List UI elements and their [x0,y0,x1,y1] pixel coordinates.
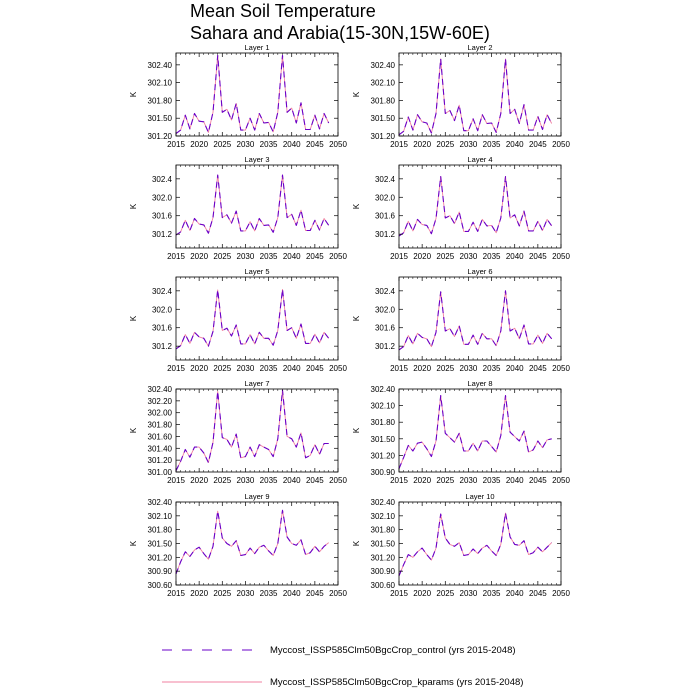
x-tick-label-layer-5: 2050 [329,364,347,373]
y-axis-label-layer-5: K [129,315,138,322]
x-tick-label-layer-3: 2040 [282,252,301,261]
panel-title-layer-3: Layer 3 [244,155,270,164]
series-line-control-layer-8 [399,396,552,469]
series-line-control-layer-3 [176,175,329,235]
series-line-kparams-layer-9 [176,510,329,574]
x-tick-label-layer-2: 2025 [436,140,455,149]
y-tick-label-layer-4: 301.2 [374,230,395,240]
y-tick-label-layer-7: 302.40 [147,385,172,394]
x-tick-label-layer-6: 2035 [482,364,501,373]
y-tick-label-layer-9: 302.40 [147,498,172,507]
x-tick-label-layer-4: 2020 [413,252,432,261]
panel-layer-10 [352,492,570,598]
x-tick-label-layer-9: 2025 [213,589,232,598]
y-axis-label-layer-6: K [352,315,361,322]
y-axis-label-layer-2: K [352,91,361,98]
panel-title-layer-10: Layer 10 [465,492,495,501]
figure-title-line-1: Mean Soil Temperature [190,1,376,21]
series-line-control-layer-9 [176,510,329,574]
x-tick-label-layer-10: 2035 [482,589,501,598]
x-tick-label-layer-3: 2020 [190,252,209,261]
x-tick-label-layer-8: 2035 [482,476,501,485]
x-tick-label-layer-7: 2035 [259,476,278,485]
panel-layer-9 [129,492,347,598]
x-tick-label-layer-7: 2020 [190,476,209,485]
x-tick-label-layer-4: 2040 [505,252,524,261]
x-tick-label-layer-3: 2015 [167,252,185,261]
plot-frame-layer-6 [399,277,561,360]
x-tick-label-layer-3: 2025 [213,252,232,261]
plot-frame-layer-3 [176,165,338,248]
y-tick-label-layer-2: 301.80 [370,96,395,106]
x-tick-label-layer-5: 2035 [259,364,278,373]
series-line-control-layer-1 [176,55,329,133]
x-tick-label-layer-8: 2040 [505,476,524,485]
series-line-kparams-layer-4 [399,177,552,237]
series-line-control-layer-10 [399,513,552,576]
legend-label-control: Myccost_ISSP585Clm50BgcCrop_control (yrs 2015-2048) [270,645,516,656]
series-line-kparams-layer-6 [399,291,552,350]
x-tick-label-layer-4: 2050 [552,252,570,261]
x-tick-label-layer-8: 2030 [459,476,478,485]
x-tick-label-layer-2: 2035 [482,140,501,149]
y-tick-label-layer-9: 302.10 [147,511,172,521]
x-tick-label-layer-6: 2015 [390,364,408,373]
y-axis-label-layer-4: K [352,203,361,210]
panel-layer-4 [352,155,570,261]
y-tick-label-layer-6: 302.0 [374,305,395,315]
x-tick-label-layer-6: 2050 [552,364,570,373]
x-tick-label-layer-5: 2020 [190,364,209,373]
y-tick-label-layer-10: 302.40 [370,498,395,507]
x-tick-label-layer-5: 2045 [305,364,324,373]
x-tick-label-layer-3: 2035 [259,252,278,261]
x-tick-label-layer-3: 2030 [236,252,255,261]
figure-title-line-2: Sahara and Arabia(15-30N,15W-60E) [190,23,490,43]
x-tick-label-layer-1: 2030 [236,140,255,149]
x-tick-label-layer-7: 2040 [282,476,301,485]
panel-layer-7 [129,379,347,485]
x-tick-label-layer-8: 2025 [436,476,455,485]
panel-title-layer-1: Layer 1 [244,43,270,52]
panel-layer-2 [352,43,570,149]
x-tick-label-layer-4: 2035 [482,252,501,261]
y-tick-label-layer-10: 301.50 [370,539,395,549]
x-tick-label-layer-1: 2045 [305,140,324,149]
y-tick-label-layer-9: 300.60 [147,581,172,590]
plot-frame-layer-8 [399,389,561,472]
x-tick-label-layer-8: 2020 [413,476,432,485]
y-axis-label-layer-9: K [129,540,138,547]
y-tick-label-layer-5: 301.2 [151,342,172,352]
y-axis-label-layer-10: K [352,540,361,547]
x-tick-label-layer-6: 2030 [459,364,478,373]
y-tick-label-layer-2: 301.50 [370,114,395,124]
panel-title-layer-9: Layer 9 [244,492,270,501]
x-tick-label-layer-10: 2025 [436,589,455,598]
x-tick-label-layer-7: 2030 [236,476,255,485]
series-line-kparams-layer-1 [176,55,329,133]
panel-layer-3 [129,155,347,261]
x-tick-label-layer-7: 2045 [305,476,324,485]
x-tick-label-layer-6: 2025 [436,364,455,373]
x-tick-label-layer-4: 2015 [390,252,408,261]
y-tick-label-layer-1: 301.50 [147,114,172,124]
x-tick-label-layer-3: 2050 [329,252,347,261]
y-tick-label-layer-8: 301.50 [370,434,395,444]
x-tick-label-layer-2: 2015 [390,140,408,149]
x-tick-label-layer-6: 2045 [528,364,547,373]
x-tick-label-layer-4: 2030 [459,252,478,261]
y-tick-label-layer-10: 301.20 [370,553,395,563]
series-line-control-layer-7 [176,390,329,471]
legend-label-kparams: Myccost_ISSP585Clm50BgcCrop_kparams (yrs 2015-2048) [270,677,524,688]
x-tick-label-layer-9: 2020 [190,589,209,598]
x-tick-label-layer-6: 2040 [505,364,524,373]
x-tick-label-layer-10: 2040 [505,589,524,598]
y-tick-label-layer-10: 302.10 [370,511,395,521]
y-tick-label-layer-8: 302.40 [370,385,395,394]
y-tick-label-layer-10: 300.60 [370,581,395,590]
x-tick-label-layer-5: 2030 [236,364,255,373]
y-tick-label-layer-4: 301.6 [374,211,395,221]
x-tick-label-layer-10: 2020 [413,589,432,598]
y-axis-label-layer-8: K [352,427,361,434]
x-tick-label-layer-1: 2050 [329,140,347,149]
series-line-kparams-layer-7 [176,390,329,471]
y-tick-label-layer-9: 300.90 [147,567,172,577]
y-tick-label-layer-8: 300.90 [370,468,395,477]
x-tick-label-layer-10: 2045 [528,589,547,598]
series-line-control-layer-6 [399,291,552,350]
y-tick-label-layer-9: 301.20 [147,553,172,563]
x-tick-label-layer-8: 2045 [528,476,547,485]
y-tick-label-layer-3: 301.2 [151,230,172,240]
y-tick-label-layer-2: 302.10 [370,78,395,88]
x-tick-label-layer-9: 2040 [282,589,301,598]
x-tick-label-layer-9: 2035 [259,589,278,598]
y-tick-label-layer-7: 301.00 [147,468,172,477]
x-tick-label-layer-2: 2030 [459,140,478,149]
x-tick-label-layer-9: 2050 [329,589,347,598]
y-tick-label-layer-10: 300.90 [370,567,395,577]
x-tick-label-layer-1: 2020 [190,140,209,149]
x-tick-label-layer-5: 2025 [213,364,232,373]
plot-frame-layer-9 [176,502,338,585]
y-axis-label-layer-1: K [129,91,138,98]
x-tick-label-layer-2: 2040 [505,140,524,149]
y-tick-label-layer-2: 301.20 [370,132,395,141]
y-tick-label-layer-8: 302.10 [370,401,395,411]
panel-layer-8 [352,379,570,485]
panel-layer-6 [352,267,570,373]
x-tick-label-layer-1: 2015 [167,140,185,149]
y-tick-label-layer-3: 302.0 [151,193,172,203]
y-tick-label-layer-8: 301.20 [370,451,395,461]
chart-legend [0,630,700,700]
series-line-kparams-layer-8 [399,396,552,469]
y-tick-label-layer-7: 301.40 [147,444,172,454]
series-line-control-layer-2 [399,59,552,135]
y-tick-label-layer-7: 302.20 [147,396,172,406]
panel-layer-5 [129,267,347,373]
y-tick-label-layer-4: 302.4 [374,174,395,184]
y-axis-label-layer-3: K [129,203,138,210]
x-tick-label-layer-10: 2030 [459,589,478,598]
x-tick-label-layer-8: 2050 [552,476,570,485]
x-tick-label-layer-10: 2015 [390,589,408,598]
x-tick-label-layer-6: 2020 [413,364,432,373]
y-tick-label-layer-6: 302.4 [374,286,395,296]
x-tick-label-layer-10: 2050 [552,589,570,598]
y-tick-label-layer-7: 302.00 [147,408,172,418]
panel-title-layer-7: Layer 7 [244,379,270,388]
x-tick-label-layer-7: 2015 [167,476,185,485]
x-tick-label-layer-9: 2015 [167,589,185,598]
y-tick-label-layer-6: 301.2 [374,342,395,352]
y-tick-label-layer-10: 301.80 [370,525,395,535]
panel-title-layer-6: Layer 6 [467,267,493,276]
series-line-control-layer-5 [176,289,329,349]
y-tick-label-layer-8: 301.80 [370,418,395,428]
panel-title-layer-5: Layer 5 [244,267,270,276]
y-tick-label-layer-9: 301.80 [147,525,172,535]
series-line-kparams-layer-10 [399,513,552,576]
y-axis-label-layer-7: K [129,427,138,434]
x-tick-label-layer-7: 2050 [329,476,347,485]
y-tick-label-layer-1: 302.10 [147,78,172,88]
y-tick-label-layer-1: 302.40 [147,60,172,70]
x-tick-label-layer-9: 2045 [305,589,324,598]
x-tick-label-layer-2: 2045 [528,140,547,149]
x-tick-label-layer-4: 2025 [436,252,455,261]
x-tick-label-layer-2: 2020 [413,140,432,149]
y-tick-label-layer-4: 302.0 [374,193,395,203]
panel-title-layer-8: Layer 8 [467,379,493,388]
y-tick-label-layer-2: 302.40 [370,60,395,70]
panel-title-layer-2: Layer 2 [467,43,493,52]
x-tick-label-layer-4: 2045 [528,252,547,261]
y-tick-label-layer-1: 301.20 [147,132,172,141]
x-tick-label-layer-5: 2040 [282,364,301,373]
y-tick-label-layer-3: 302.4 [151,174,172,184]
y-tick-label-layer-5: 301.6 [151,323,172,333]
y-tick-label-layer-7: 301.60 [147,432,172,442]
x-tick-label-layer-7: 2025 [213,476,232,485]
y-tick-label-layer-3: 301.6 [151,211,172,221]
y-tick-label-layer-5: 302.4 [151,286,172,296]
plot-frame-layer-10 [399,502,561,585]
x-tick-label-layer-2: 2050 [552,140,570,149]
y-tick-label-layer-1: 301.80 [147,96,172,106]
x-tick-label-layer-5: 2015 [167,364,185,373]
x-tick-label-layer-1: 2025 [213,140,232,149]
x-tick-label-layer-1: 2040 [282,140,301,149]
y-tick-label-layer-7: 301.20 [147,456,172,466]
x-tick-label-layer-3: 2045 [305,252,324,261]
plot-frame-layer-7 [176,389,338,472]
panel-layer-1 [129,43,347,149]
plot-frame-layer-4 [399,165,561,248]
panel-title-layer-4: Layer 4 [467,155,493,164]
y-tick-label-layer-5: 302.0 [151,305,172,315]
x-tick-label-layer-8: 2015 [390,476,408,485]
x-tick-label-layer-1: 2035 [259,140,278,149]
y-tick-label-layer-9: 301.50 [147,539,172,549]
y-tick-label-layer-6: 301.6 [374,323,395,333]
y-tick-label-layer-7: 301.80 [147,420,172,430]
plot-frame-layer-5 [176,277,338,360]
x-tick-label-layer-9: 2030 [236,589,255,598]
